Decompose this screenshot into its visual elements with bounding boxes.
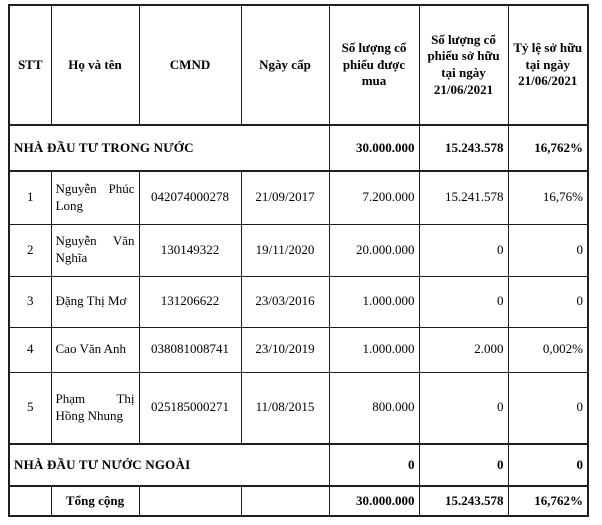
cell-name: Đặng Thị Mơ [51, 276, 139, 327]
foreign-shares-bought: 0 [329, 444, 419, 486]
investors-table [8, 4, 589, 517]
domestic-ownership: 16,762% [508, 125, 588, 171]
cell-shares-owned: 0 [419, 224, 508, 276]
cell-cmnd: 038081008741 [139, 327, 241, 372]
col-header-ownership-ratio: Tỷ lệ sở hữu tại ngày 21/06/2021 [508, 5, 588, 125]
cell-shares-owned: 2.000 [419, 327, 508, 372]
foreign-ownership: 0 [508, 444, 588, 486]
cell-stt: 4 [9, 327, 51, 372]
cell-stt: 3 [9, 276, 51, 327]
cell-stt: 2 [9, 224, 51, 276]
table-row [9, 224, 588, 276]
cell-shares-owned: 0 [419, 276, 508, 327]
table-row [9, 171, 588, 224]
cell-ownership: 0 [508, 276, 588, 327]
cell-name: Phạm Thị Hồng Nhung [51, 372, 139, 444]
section-row-foreign [9, 444, 588, 486]
table-row [9, 327, 588, 372]
total-shares-owned: 15.243.578 [419, 486, 508, 516]
domestic-shares-bought: 30.000.000 [329, 125, 419, 171]
cell-shares-bought: 1.000.000 [329, 327, 419, 372]
cell-issue-date: 11/08/2015 [241, 372, 329, 444]
table-row [9, 372, 588, 444]
cell-cmnd: 042074000278 [139, 171, 241, 224]
section-row-domestic [9, 125, 588, 171]
cell-shares-owned: 0 [419, 372, 508, 444]
cell-ownership: 0,002% [508, 327, 588, 372]
col-header-name: Họ và tên [51, 5, 139, 125]
cell-shares-owned: 15.241.578 [419, 171, 508, 224]
col-header-shares-bought: Số lượng cổ phiếu được mua [329, 5, 419, 125]
domestic-shares-owned: 15.243.578 [419, 125, 508, 171]
table-header-row [9, 5, 588, 125]
col-header-cmnd: CMND [139, 5, 241, 125]
total-label: Tổng cộng [51, 486, 139, 516]
cell-issue-date: 19/11/2020 [241, 224, 329, 276]
cell-ownership: 16,76% [508, 171, 588, 224]
total-ownership: 16,762% [508, 486, 588, 516]
cell-name: Nguyễn Văn Nghĩa [51, 224, 139, 276]
cell-shares-bought: 1.000.000 [329, 276, 419, 327]
cell-cmnd: 025185000271 [139, 372, 241, 444]
cell-issue-date: 23/03/2016 [241, 276, 329, 327]
cell-name: Cao Văn Anh [51, 327, 139, 372]
cell-shares-bought: 7.200.000 [329, 171, 419, 224]
cell-stt: 5 [9, 372, 51, 444]
cell-stt: 1 [9, 171, 51, 224]
cell-ownership: 0 [508, 372, 588, 444]
cell-name: Nguyễn Phúc Long [51, 171, 139, 224]
col-header-issue-date: Ngày cấp [241, 5, 329, 125]
total-empty-date [241, 486, 329, 516]
foreign-shares-owned: 0 [419, 444, 508, 486]
cell-cmnd: 130149322 [139, 224, 241, 276]
total-empty-stt [9, 486, 51, 516]
col-header-shares-owned: Số lượng cổ phiếu sở hữu tại ngày 21/06/2021 [419, 5, 508, 125]
cell-issue-date: 21/09/2017 [241, 171, 329, 224]
cell-issue-date: 23/10/2019 [241, 327, 329, 372]
total-row [9, 486, 588, 516]
total-empty-cmnd [139, 486, 241, 516]
section-label-domestic: NHÀ ĐẦU TƯ TRONG NƯỚC [9, 125, 329, 171]
cell-shares-bought: 20.000.000 [329, 224, 419, 276]
col-header-stt: STT [9, 5, 51, 125]
total-shares-bought: 30.000.000 [329, 486, 419, 516]
cell-ownership: 0 [508, 224, 588, 276]
cell-shares-bought: 800.000 [329, 372, 419, 444]
table-row [9, 276, 588, 327]
section-label-foreign: NHÀ ĐẦU TƯ NƯỚC NGOÀI [9, 444, 329, 486]
cell-cmnd: 131206622 [139, 276, 241, 327]
